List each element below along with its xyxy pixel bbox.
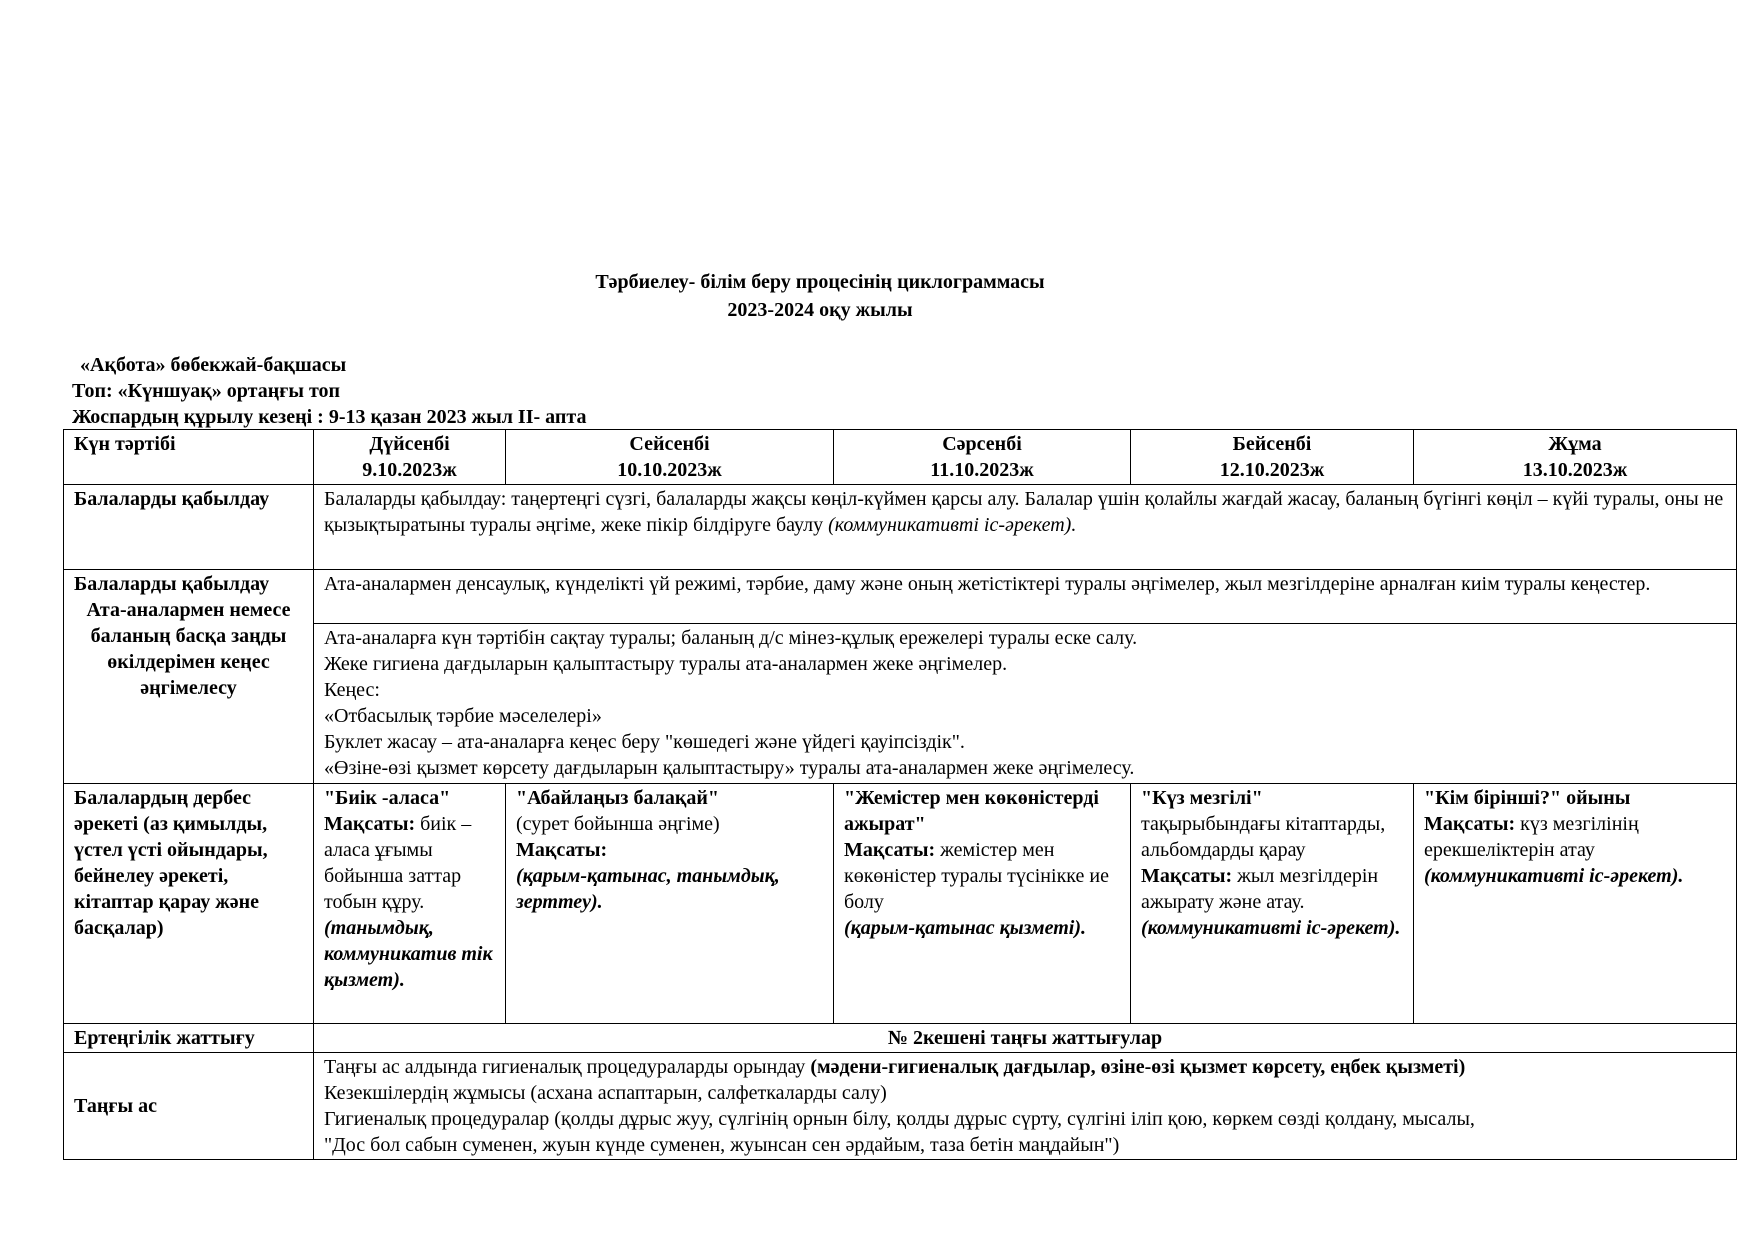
col-header-wednesday [834,430,1131,485]
day-date: 11.10.2023ж [930,459,1034,481]
activity-title: "Абайлаңыз балақай" [516,787,719,809]
col-header-monday [314,430,506,485]
activity-monday [314,784,506,1024]
breakfast-line: Кезекшілердің жұмысы (асхана аспаптарын, салфеткаларды салу) [324,1082,887,1104]
day-name: Сейсенбі [629,433,710,455]
activity-friday [1414,784,1737,1024]
parents-line: Кеңес: [324,679,380,701]
activity-subtitle: (сурет бойынша әңгіме) [516,813,720,835]
col-header-friday [1414,430,1737,485]
kindergarten-name: «Ақбота» бөбекжай-бақшасы [80,354,347,376]
row-independent-activity [64,784,1737,1024]
parents-line: «Өзіне-өзі қызмет көрсету дағдыларын қалыптастыру» туралы ата-аналармен жеке әңгімелесу. [324,757,1135,779]
col-header-tuesday [506,430,834,485]
day-date: 10.10.2023ж [617,459,722,481]
parents-label-line1: Балаларды қабылдау [74,573,270,595]
parents-text-a: Ата-аналармен денсаулық, күнделікті үй режимі, тәрбие, даму және оның жетістіктері туралы әңгімелер, жыл мезгілдеріне арналған киім туралы кеңестер. [314,570,1737,624]
breakfast-line [324,1054,1726,1080]
reception-main-text: Балаларды қабылдау: таңертеңгі сүзгі, балаларды жақсы көңіл-күймен қарсы алу. Балалар үшін қолайлы жағдай жасау, баланың бүгінгі көңіл – күйі туралы, оны не қызықтыратыны туралы әңгіме, жеке пікір білдіруге баулу [324,488,1724,536]
reception-activity-tag: (коммуникативті іс-әрекет). [828,514,1077,536]
activity-title: "Жемістер мен көкөністерді ажырат" [844,787,1099,835]
day-date: 12.10.2023ж [1219,459,1325,481]
goal-label: Мақсаты: [844,839,936,861]
parents-line: Буклет жасау – ата-аналарға кеңес беру "көшедегі және үйдегі қауіпсіздік". [324,731,965,753]
parents-line: «Отбасылық тәрбие мәселелері» [324,705,602,727]
day-date: 9.10.2023ж [362,459,457,481]
row-label-breakfast: Таңғы ас [64,1053,314,1160]
row-label-reception: Балаларды қабылдау [64,485,314,570]
row-label-parents [64,570,314,784]
plan-period: Жоспардың құрылу кезеңі : 9-13 қазан 2023 жыл II- апта [72,406,587,428]
goal-text: биік – аласа ұғымы бойынша заттар тобын құру. [324,813,472,913]
goal-text: жемістер мен көкөністер туралы түсінікке ие болу [844,839,1109,913]
activity-tag: (қарым-қатынас, танымдық, зерттеу). [516,865,780,913]
reception-text [314,485,1737,570]
activity-tuesday [506,784,834,1024]
breakfast-line: Гигиеналық процедуралар (қолды дұрыс жуу, сүлгінің орнын білу, қолды дұрыс сүрту, сүлгіні іліп қою, көркем сөзді қолдану, мысалы, [324,1108,1475,1130]
document-title: Тәрбиелеу- білім беру процесінің циклограммасы [595,271,1045,293]
goal-label: Мақсаты: [1141,865,1233,887]
breakfast-text [314,1053,1737,1160]
activity-tag: (коммуникативті іс-әрекет). [1424,865,1684,887]
goal-text: жыл мезгілдерін ажырату және атау. [1141,865,1379,913]
activity-tag: (коммуникативті іс-әрекет). [1141,917,1401,939]
breakfast-line1-text: Таңғы ас алдында гигиеналық процедураларды орындау [324,1056,811,1078]
goal-label: Мақсаты: [1424,813,1516,835]
activity-subtitle: тақырыбындағы кітаптарды, альбомдарды қарау [1141,813,1386,861]
activity-title: "Кім бірінші?" ойыны [1424,787,1631,809]
goal-text: күз мезгілінің ерекшеліктерін атау [1424,813,1639,861]
activity-title: "Биік -аласа" [324,787,451,809]
day-date: 13.10.2023ж [1522,459,1628,481]
goal-label: Мақсаты: [516,839,608,861]
row-label-independent: Балалардың дербес әрекеті (аз қимылды, үстел үсті ойындары, бейнелеу әрекеті, кітаптар қарау және басқалар) [64,784,314,1024]
row-parents-b [64,624,1737,784]
breakfast-line: "Дос бол сабын суменен, жуын күнде суменен, жуынсан сен әрдайым, таза бетін маңдайын") [324,1134,1120,1156]
cyclogram-table [63,429,1737,1160]
col-header-schedule: Күн тәртібі [64,430,314,485]
day-name: Жұма [1548,433,1602,455]
table-header-row [64,430,1737,485]
parents-label-line2: Ата-аналармен немесе баланың басқа заңды өкілдерімен кеңес әңгімелесу [86,599,291,699]
row-breakfast [64,1053,1737,1160]
row-reception [64,485,1737,570]
activity-tag: (танымдық, коммуникатив тік қызмет). [324,917,493,991]
day-name: Бейсенбі [1232,433,1312,455]
activity-wednesday [834,784,1131,1024]
day-name: Сәрсенбі [942,433,1022,455]
parents-text-b [314,624,1737,784]
row-parents-a [64,570,1737,624]
activity-tag: (қарым-қатынас қызметі). [844,917,1086,939]
group-name: Топ: «Күншуақ» ортаңғы топ [72,380,341,402]
academic-year: 2023-2024 оқу жылы [727,299,913,321]
breakfast-line1-tag: (мәдени-гигиеналық дағдылар, өзіне-өзі қызмет көрсету, еңбек қызметі) [810,1056,1466,1078]
row-exercise [64,1024,1737,1053]
parents-line: Жеке гигиена дағдыларын қалыптастыру туралы ата-аналармен жеке әңгімелер. [324,653,1008,675]
day-name: Дүйсенбі [369,433,450,455]
goal-label: Мақсаты: [324,813,416,835]
row-label-exercise: Ертеңгілік жаттығу [64,1024,314,1053]
exercise-text: № 2кешені таңғы жаттығулар [314,1024,1737,1053]
parents-line: Ата-аналарға күн тәртібін сақтау туралы; баланың д/с мінез-құлық ережелері туралы еске салу. [324,627,1138,649]
col-header-thursday [1131,430,1414,485]
activity-thursday [1131,784,1414,1024]
activity-title: "Күз мезгілі" [1141,787,1263,809]
